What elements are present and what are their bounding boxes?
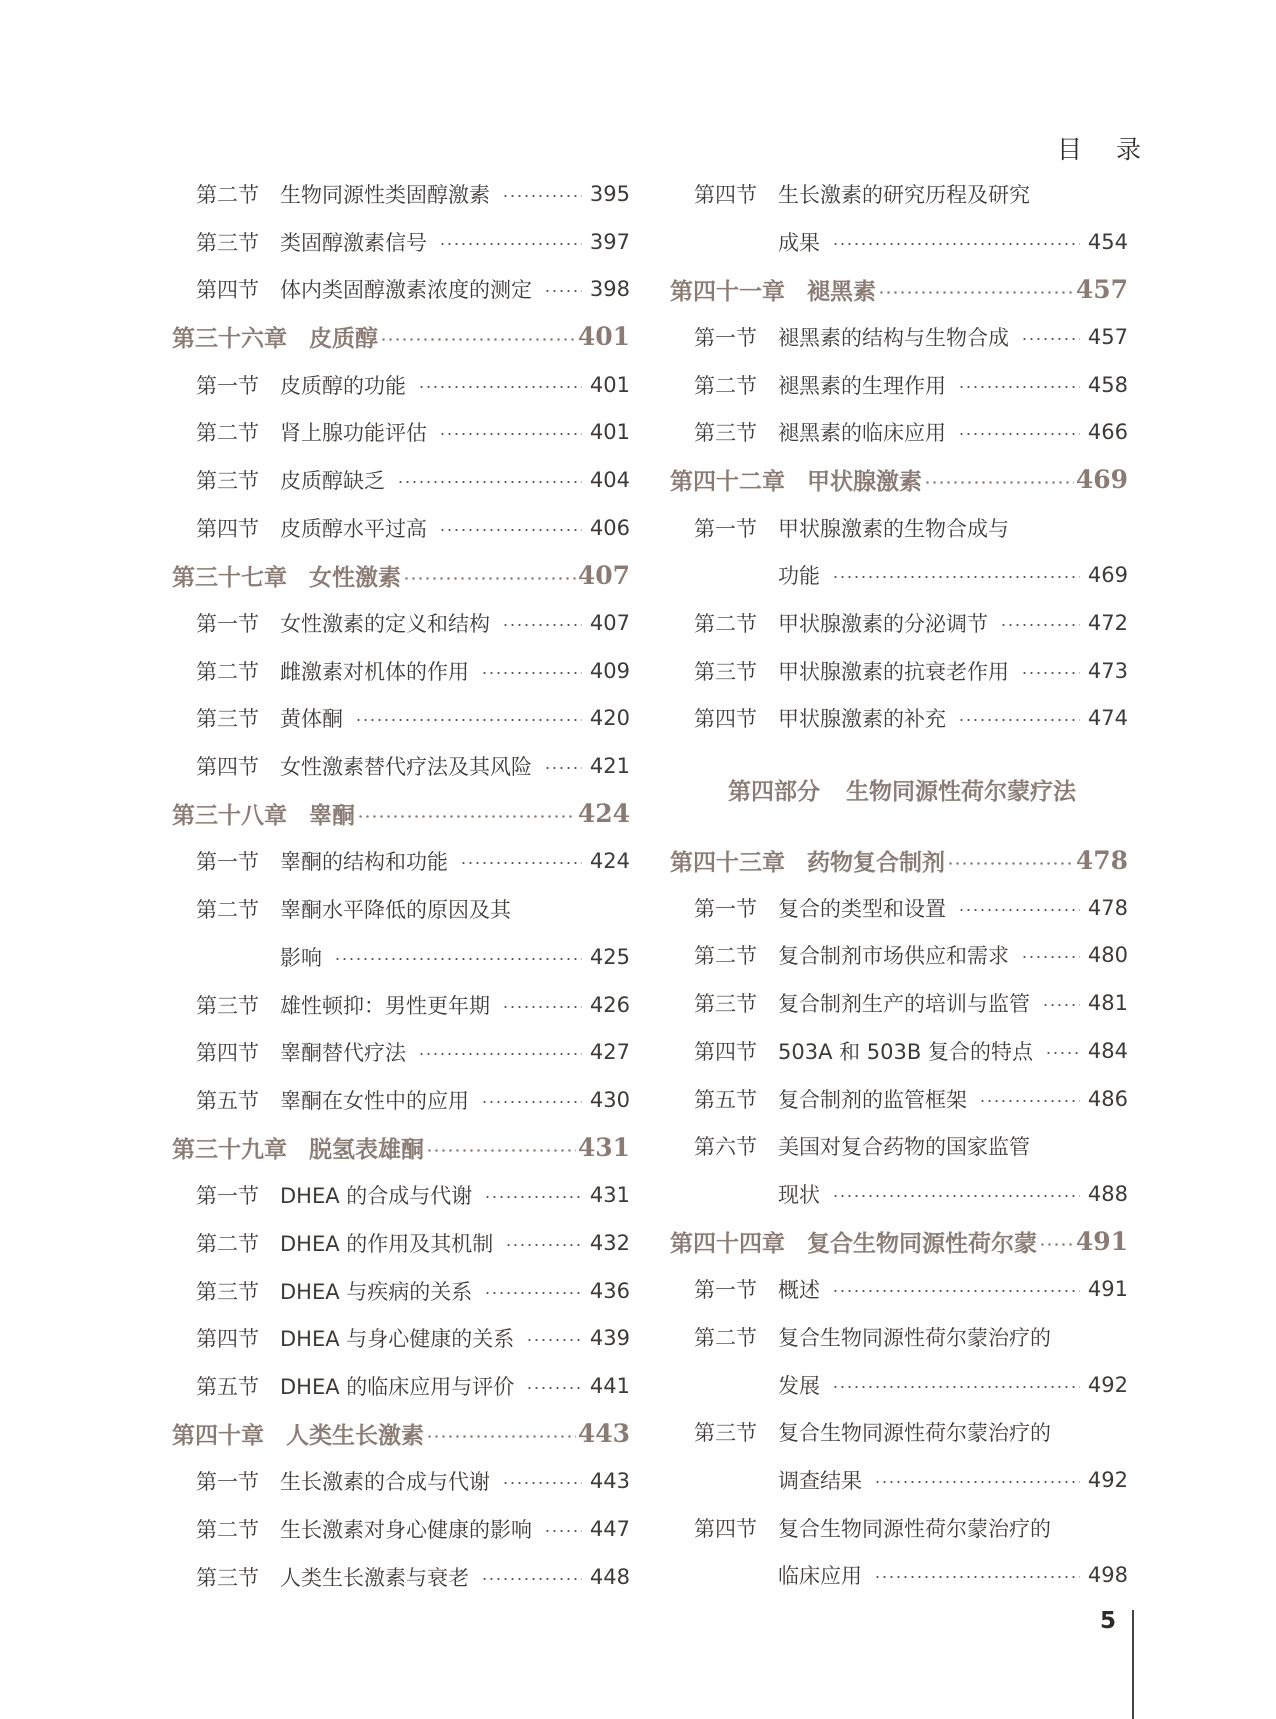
section-title: 复合生物同源性荷尔蒙治疗的	[778, 1421, 1051, 1446]
section-title: DHEA 的作用及其机制	[280, 1231, 494, 1256]
section-title: 褪黑素的生理作用	[778, 373, 946, 398]
section-page: 404	[589, 467, 630, 492]
section-page: 484	[1087, 1038, 1128, 1063]
section-number: 第二节	[694, 944, 757, 969]
section-title: 成果	[778, 230, 820, 255]
page-header-title: 目录	[1056, 135, 1175, 164]
chapter-number: 第四十三章	[670, 848, 785, 876]
chapter-page: 491	[1075, 1227, 1128, 1257]
dot-leader	[505, 1244, 582, 1246]
dot-leader	[1021, 672, 1080, 674]
section-title: DHEA 与疾病的关系	[280, 1279, 473, 1304]
section-page: 430	[589, 1087, 630, 1112]
section-number: 第四节	[196, 755, 259, 780]
toc-section-row[interactable]	[668, 979, 1128, 1027]
dot-leader	[481, 672, 582, 674]
section-number: 第三节	[196, 707, 259, 732]
dot-leader	[357, 815, 576, 818]
section-page: 401	[589, 372, 630, 397]
dot-leader	[1021, 956, 1080, 958]
section-number: 第三节	[694, 1421, 757, 1446]
section-title: 雌激素对机体的作用	[280, 659, 469, 684]
section-number: 第二节	[694, 1325, 757, 1350]
section-number: 第三节	[196, 993, 259, 1018]
toc-section-row[interactable]	[170, 885, 630, 933]
dot-leader	[334, 958, 582, 960]
section-number: 第二节	[196, 659, 259, 684]
section-title: 黄体酮	[280, 707, 343, 732]
section-title: 生长激素的合成与代谢	[280, 1470, 490, 1495]
toc-chapter-row[interactable]	[170, 1124, 630, 1172]
section-title: 甲状腺激素的抗衰老作用	[778, 659, 1009, 684]
section-number: 第二节	[196, 421, 259, 446]
toc-section-row[interactable]	[170, 218, 630, 266]
chapter-number: 第四十章	[172, 1422, 264, 1450]
toc-chapter-row[interactable]	[170, 1410, 630, 1458]
chapter-number: 第三十九章	[172, 1136, 287, 1164]
section-title: 调查结果	[778, 1469, 862, 1494]
section-number: 第二节	[196, 1231, 259, 1256]
dot-leader	[958, 909, 1080, 911]
toc-section-row[interactable]	[668, 599, 1128, 647]
section-page: 409	[589, 658, 630, 683]
chapter-page: 457	[1075, 274, 1128, 304]
toc-section-continuation[interactable]	[668, 552, 1128, 600]
toc-section-row[interactable]	[668, 884, 1128, 932]
toc-section-row[interactable]	[668, 647, 1128, 695]
chapter-page: 443	[577, 1419, 630, 1449]
section-number: 第一节	[196, 1470, 259, 1495]
toc-section-row[interactable]	[668, 695, 1128, 743]
dot-leader	[481, 1578, 582, 1580]
chapter-number: 第四十四章	[670, 1230, 785, 1258]
toc-section-row[interactable]	[170, 599, 630, 647]
section-page: 474	[1087, 706, 1128, 731]
section-title: 影响	[280, 945, 322, 970]
dot-leader	[832, 243, 1080, 245]
chapter-number: 第三十六章	[172, 325, 287, 353]
section-page: 469	[1087, 563, 1128, 588]
toc-section-continuation[interactable]	[668, 218, 1128, 266]
section-title: 503A 和 503B 复合的特点	[778, 1039, 1033, 1064]
section-title: 甲状腺激素的补充	[778, 707, 946, 732]
section-page: 424	[589, 849, 630, 874]
section-page: 406	[589, 515, 630, 540]
section-page: 407	[589, 611, 630, 636]
section-number: 第四节	[196, 1327, 259, 1352]
dot-leader	[878, 291, 1074, 294]
dot-leader	[958, 433, 1080, 435]
part-number: 第四部分	[728, 777, 820, 805]
dot-leader	[418, 1053, 582, 1055]
section-number: 第五节	[694, 1087, 757, 1112]
dot-leader	[484, 1292, 582, 1294]
section-number: 第二节	[694, 373, 757, 398]
toc-section-row[interactable]	[170, 265, 630, 313]
section-number: 第四节	[196, 1041, 259, 1066]
section-title: 雄性顿抑：男性更年期	[280, 993, 490, 1018]
section-page: 481	[1087, 991, 1128, 1016]
toc-section-continuation[interactable]	[668, 1552, 1128, 1600]
toc-section-row[interactable]	[668, 1265, 1128, 1313]
section-page: 447	[589, 1517, 630, 1542]
section-title: 甲状腺激素的生物合成与	[778, 516, 1009, 541]
toc-section-continuation[interactable]	[668, 1456, 1128, 1504]
toc-right-column	[668, 170, 1128, 1599]
section-number: 第二节	[694, 612, 757, 637]
toc-section-row[interactable]	[170, 695, 630, 743]
section-title: 甲状腺激素的分泌调节	[778, 612, 988, 637]
section-title: 女性激素的定义和结构	[280, 612, 490, 637]
chapter-title: 脱氢表雄酮	[309, 1136, 424, 1164]
toc-section-continuation[interactable]	[668, 1170, 1128, 1218]
toc-chapter-row[interactable]	[668, 1218, 1128, 1266]
chapter-title: 睾酮	[309, 802, 355, 830]
chapter-page: 424	[577, 799, 630, 829]
toc-section-row[interactable]	[170, 1458, 630, 1506]
section-number: 第三节	[694, 992, 757, 1017]
section-page: 486	[1087, 1086, 1128, 1111]
dot-leader	[418, 386, 582, 388]
dot-leader	[874, 1481, 1080, 1483]
toc-section-row[interactable]	[668, 408, 1128, 456]
section-page: 420	[589, 706, 630, 731]
toc-chapter-row[interactable]	[668, 456, 1128, 504]
section-number: 第六节	[694, 1135, 757, 1160]
toc-section-row[interactable]	[170, 1505, 630, 1553]
dot-leader	[1000, 624, 1080, 626]
section-title: 复合制剂的监管框架	[778, 1087, 967, 1112]
toc-section-row[interactable]	[668, 1027, 1128, 1075]
section-title: 概述	[778, 1278, 820, 1303]
toc-section-row[interactable]	[170, 1171, 630, 1219]
toc-left-column	[170, 170, 630, 1601]
dot-leader	[526, 1387, 582, 1389]
section-page: 457	[1087, 324, 1128, 349]
section-title: 临床应用	[778, 1564, 862, 1589]
chapter-number: 第四十一章	[670, 277, 785, 305]
section-number: 第二节	[196, 1518, 259, 1543]
section-number: 第三节	[196, 1279, 259, 1304]
chapter-page: 478	[1075, 845, 1128, 875]
toc-section-row[interactable]	[668, 504, 1128, 552]
section-title: 生物同源性类固醇激素	[280, 182, 490, 207]
section-number: 第一节	[694, 325, 757, 350]
chapter-title: 甲状腺激素	[807, 468, 922, 496]
section-number: 第三节	[694, 659, 757, 684]
chapter-number: 第四十二章	[670, 468, 785, 496]
page-number: 5	[1100, 1608, 1117, 1634]
section-title: 复合制剂市场供应和需求	[778, 944, 1009, 969]
section-number: 第四节	[694, 1039, 757, 1064]
dot-leader	[502, 624, 582, 626]
section-page: 397	[589, 229, 630, 254]
section-title: 复合生物同源性荷尔蒙治疗的	[778, 1325, 1051, 1350]
dot-leader	[426, 1149, 576, 1152]
section-title: 皮质醇的功能	[280, 373, 406, 398]
dot-leader	[397, 481, 582, 483]
section-page: 441	[589, 1374, 630, 1399]
toc-section-row[interactable]	[170, 504, 630, 552]
section-title: 生长激素的研究历程及研究	[778, 182, 1030, 207]
section-page: 458	[1087, 372, 1128, 397]
section-number: 第四节	[196, 278, 259, 303]
section-page: 401	[589, 420, 630, 445]
section-page: 443	[589, 1469, 630, 1494]
dot-leader	[958, 386, 1080, 388]
dot-leader	[832, 576, 1080, 578]
section-title: 复合的类型和设置	[778, 896, 946, 921]
section-title: 女性激素替代疗法及其风险	[280, 755, 532, 780]
chapter-page: 431	[577, 1133, 630, 1163]
dot-leader	[832, 1195, 1080, 1197]
toc-chapter-row[interactable]	[170, 790, 630, 838]
toc-chapter-row[interactable]	[170, 552, 630, 600]
section-title: 发展	[778, 1373, 820, 1398]
dot-leader	[439, 243, 582, 245]
dot-leader	[380, 338, 576, 341]
dot-leader	[832, 1290, 1080, 1292]
section-page: 472	[1087, 611, 1128, 636]
chapter-page: 401	[577, 322, 630, 352]
dot-leader	[481, 1101, 582, 1103]
dot-leader	[439, 529, 582, 531]
toc-section-continuation[interactable]	[170, 933, 630, 981]
section-page: 439	[589, 1326, 630, 1351]
section-title: 现状	[778, 1182, 820, 1207]
section-title: 褪黑素的临床应用	[778, 421, 946, 446]
section-page: 466	[1087, 420, 1128, 445]
dot-leader	[460, 862, 582, 864]
section-page: 431	[589, 1183, 630, 1208]
dot-leader	[832, 1386, 1080, 1388]
toc-section-continuation[interactable]	[668, 1361, 1128, 1409]
toc-chapter-row[interactable]	[170, 313, 630, 361]
toc-section-row[interactable]	[170, 170, 630, 218]
chapter-number: 第三十八章	[172, 802, 287, 830]
section-title: DHEA 的临床应用与评价	[280, 1375, 515, 1400]
section-number: 第一节	[694, 516, 757, 541]
section-number: 第四节	[694, 1516, 757, 1541]
dot-leader	[924, 481, 1074, 484]
dot-leader	[544, 290, 582, 292]
dot-leader	[947, 862, 1074, 865]
toc-section-row[interactable]	[170, 838, 630, 886]
section-number: 第一节	[196, 612, 259, 637]
section-number: 第一节	[694, 1278, 757, 1303]
chapter-title: 皮质醇	[309, 325, 378, 353]
section-page: 425	[589, 944, 630, 969]
chapter-title: 药物复合制剂	[807, 848, 945, 876]
section-page: 421	[589, 754, 630, 779]
section-page: 492	[1087, 1468, 1128, 1493]
toc-section-row[interactable]	[170, 456, 630, 504]
section-page: 427	[589, 1040, 630, 1065]
chapter-title: 褪黑素	[807, 277, 876, 305]
toc-section-row[interactable]	[170, 1028, 630, 1076]
section-page: 488	[1087, 1181, 1128, 1206]
section-title: DHEA 的合成与代谢	[280, 1184, 473, 1209]
dot-leader	[1021, 338, 1080, 340]
section-title: 睾酮替代疗法	[280, 1041, 406, 1066]
dot-leader	[544, 1530, 582, 1532]
section-number: 第一节	[196, 1184, 259, 1209]
section-title: 皮质醇缺乏	[280, 468, 385, 493]
footer-divider	[1132, 1610, 1134, 1719]
section-page: 398	[589, 277, 630, 302]
section-title: 褪黑素的结构与生物合成	[778, 325, 1009, 350]
section-page: 473	[1087, 658, 1128, 683]
dot-leader	[958, 719, 1080, 721]
dot-leader	[484, 1196, 582, 1198]
dot-leader	[544, 767, 582, 769]
section-number: 第三节	[196, 1565, 259, 1590]
dot-leader	[874, 1576, 1080, 1578]
section-number: 第五节	[196, 1375, 259, 1400]
section-title: 睾酮的结构和功能	[280, 850, 448, 875]
toc-chapter-row[interactable]	[668, 265, 1128, 313]
section-title: 生长激素对身心健康的影响	[280, 1518, 532, 1543]
section-number: 第三节	[196, 230, 259, 255]
toc-section-row[interactable]	[170, 1315, 630, 1363]
section-title: 睾酮在女性中的应用	[280, 1088, 469, 1113]
section-title: 肾上腺功能评估	[280, 421, 427, 446]
section-title: 体内类固醇激素浓度的测定	[280, 278, 532, 303]
dot-leader	[1042, 1004, 1080, 1006]
section-number: 第三节	[196, 468, 259, 493]
toc-section-row[interactable]	[170, 1553, 630, 1601]
toc-section-row[interactable]	[170, 1076, 630, 1124]
toc-section-row[interactable]	[668, 932, 1128, 980]
toc-section-row[interactable]	[668, 361, 1128, 409]
toc-chapter-row[interactable]	[668, 836, 1128, 884]
chapter-title: 复合生物同源性荷尔蒙	[807, 1230, 1037, 1258]
section-page: 480	[1087, 943, 1128, 968]
section-number: 第四节	[196, 516, 259, 541]
toc-section-row[interactable]	[170, 1267, 630, 1315]
section-title: 功能	[778, 564, 820, 589]
chapter-title: 人类生长激素	[286, 1422, 424, 1450]
section-title: 人类生长激素与衰老	[280, 1565, 469, 1590]
section-page: 436	[589, 1278, 630, 1303]
chapter-page: 469	[1075, 465, 1128, 495]
dot-leader	[355, 719, 582, 721]
chapter-number: 第三十七章	[172, 563, 287, 591]
toc-section-row[interactable]	[668, 313, 1128, 361]
toc-section-row[interactable]	[170, 647, 630, 695]
toc-section-row[interactable]	[170, 361, 630, 409]
section-number: 第二节	[196, 898, 259, 923]
part-title: 生物同源性荷尔蒙疗法	[846, 777, 1076, 805]
toc-section-row[interactable]	[668, 1313, 1128, 1361]
toc-section-row[interactable]	[668, 170, 1128, 218]
section-page: 492	[1087, 1372, 1128, 1397]
dot-leader	[1039, 1243, 1074, 1246]
dot-leader	[502, 1006, 582, 1008]
toc-section-row[interactable]	[170, 408, 630, 456]
section-number: 第四节	[694, 707, 757, 732]
section-page: 395	[589, 181, 630, 206]
dot-leader	[426, 1435, 576, 1438]
dot-leader	[1045, 1052, 1080, 1054]
section-number: 第一节	[694, 896, 757, 921]
toc-section-row[interactable]	[170, 981, 630, 1029]
section-number: 第一节	[196, 850, 259, 875]
section-title: 皮质醇水平过高	[280, 516, 427, 541]
chapter-title: 女性激素	[309, 563, 401, 591]
section-title: 复合生物同源性荷尔蒙治疗的	[778, 1516, 1051, 1541]
dot-leader	[439, 433, 582, 435]
section-page: 498	[1087, 1563, 1128, 1588]
section-page: 491	[1087, 1277, 1128, 1302]
dot-leader	[502, 1482, 582, 1484]
dot-leader	[526, 1339, 582, 1341]
toc-section-row[interactable]	[668, 1122, 1128, 1170]
toc-section-row[interactable]	[170, 1219, 630, 1267]
section-page: 448	[589, 1564, 630, 1589]
section-title: 美国对复合药物的国家监管	[778, 1135, 1030, 1160]
section-number: 第一节	[196, 373, 259, 398]
dot-leader	[403, 577, 576, 580]
section-number: 第三节	[694, 421, 757, 446]
section-page: 426	[589, 992, 630, 1017]
chapter-page: 407	[577, 560, 630, 590]
dot-leader	[502, 195, 582, 197]
section-page: 432	[589, 1230, 630, 1255]
section-number: 第四节	[694, 182, 757, 207]
toc-section-row[interactable]	[668, 1409, 1128, 1457]
dot-leader	[979, 1100, 1080, 1102]
section-title: 复合制剂生产的培训与监管	[778, 992, 1030, 1017]
section-page: 478	[1087, 895, 1128, 920]
section-title: DHEA 与身心健康的关系	[280, 1327, 515, 1352]
toc-section-row[interactable]	[170, 742, 630, 790]
section-number: 第二节	[196, 182, 259, 207]
section-title: 类固醇激素信号	[280, 230, 427, 255]
section-number: 第五节	[196, 1088, 259, 1113]
toc-section-row[interactable]	[170, 1362, 630, 1410]
toc-section-row[interactable]	[668, 1075, 1128, 1123]
section-title: 睾酮水平降低的原因及其	[280, 898, 511, 923]
toc-section-row[interactable]	[668, 1504, 1128, 1552]
toc-part-heading	[668, 742, 1128, 836]
section-page: 454	[1087, 229, 1128, 254]
